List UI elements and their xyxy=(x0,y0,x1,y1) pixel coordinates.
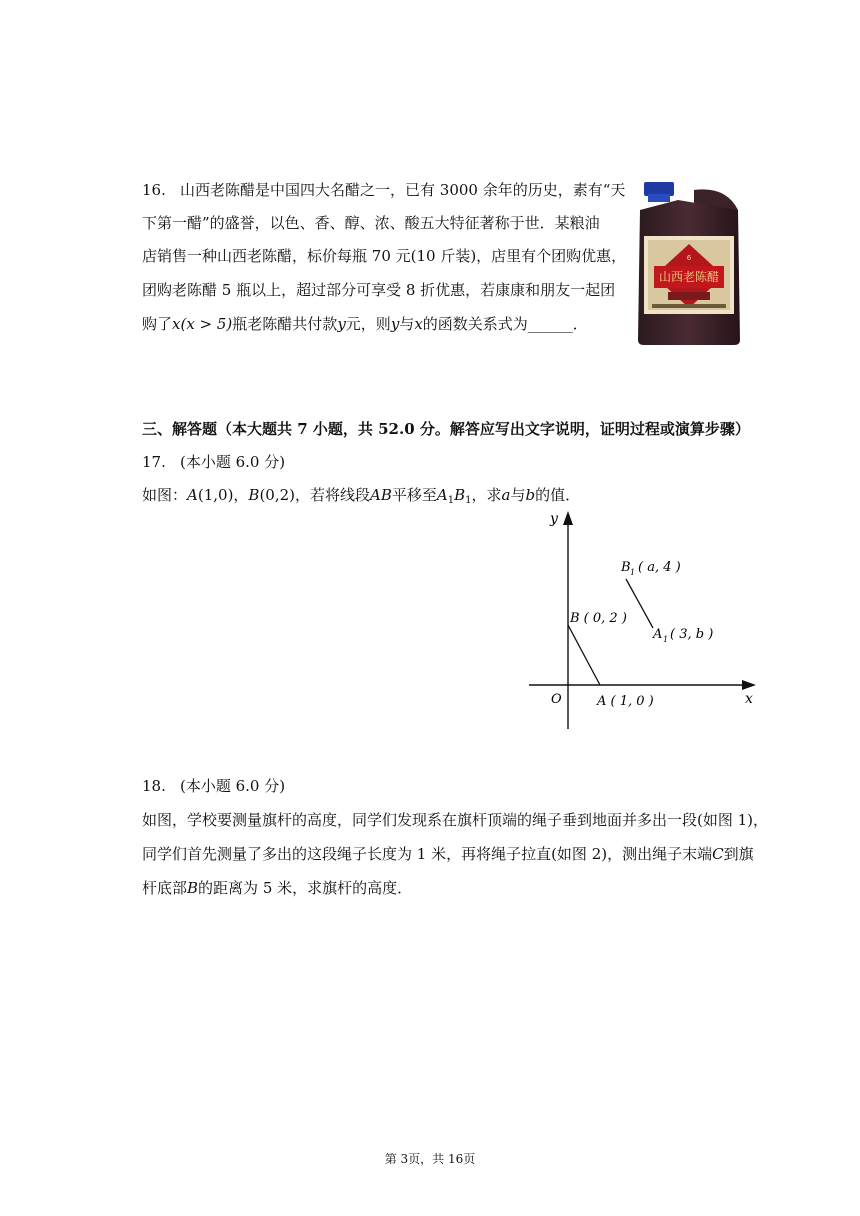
point-a1-name: A xyxy=(653,627,663,642)
q18-score: (本小题 6.0 分) xyxy=(180,777,286,795)
q16-math-inequality: x(x > 5) xyxy=(172,315,233,333)
point-b1-name: B xyxy=(621,560,631,575)
q17-score: (本小题 6.0 分) xyxy=(180,453,286,471)
q18-text: 杆底部 xyxy=(142,879,188,897)
point-b1-sub: 1 xyxy=(630,568,636,577)
q17-math-b1: B xyxy=(454,486,466,504)
q16-number: 16. xyxy=(142,181,166,199)
q16-line-3: 店销售一种山西老陈醋，标价每瓶 70 元(10 斤装)，店里有个团购优惠， xyxy=(142,247,627,265)
bottle-label-text: 山西老陈醋 xyxy=(658,270,720,284)
q16-text: 与 xyxy=(399,315,415,333)
vinegar-bottle-image xyxy=(634,180,746,346)
q16-math-y: y xyxy=(337,315,346,333)
q16-line-1: 山西老陈醋是中国四大名醋之一，已有 3000 余年的历史，素有“天 xyxy=(180,181,626,199)
y-axis-label: y xyxy=(550,511,558,527)
q18-text: 到旗 xyxy=(723,845,754,863)
q16-line-2: 下第一醋”的盛誉，以色、香、醇、浓、酸五大特征著称于世．某粮油 xyxy=(142,214,600,232)
point-b-label: B ( 0, 2 ) xyxy=(570,611,627,626)
origin-label: O xyxy=(551,692,562,707)
q17-math-a1: A xyxy=(436,486,448,504)
q16-text: 购了 xyxy=(142,315,173,333)
q18-line-3 xyxy=(142,878,412,898)
page-footer: 第 3页，共 16页 xyxy=(384,1152,476,1166)
q16-math-y: y xyxy=(390,315,400,333)
segment-a1b1 xyxy=(626,579,653,628)
q17-math-b: B xyxy=(248,486,260,504)
q17-text xyxy=(142,485,580,511)
x-axis-arrow-icon xyxy=(742,680,756,690)
point-b1-coords: ( a, 4 ) xyxy=(638,560,681,575)
q18-math-b: B xyxy=(187,879,199,897)
point-a1-coords: ( 3, b ) xyxy=(670,627,714,642)
q18-math-c: C xyxy=(712,845,724,863)
q18-line-2 xyxy=(142,844,754,864)
q16-text: 元，则 xyxy=(345,315,391,333)
q17-text: ，求 xyxy=(471,486,502,504)
q17-math-a-var: a xyxy=(501,486,511,504)
q17-sub: 1 xyxy=(465,495,472,506)
q16-answer-blank: 的函数关系式为______． xyxy=(422,315,588,333)
q18-text: 的距离为 5 米，求旗杆的高度． xyxy=(198,879,413,897)
q17-math-b-var: b xyxy=(525,486,536,504)
q16-line-5 xyxy=(142,314,588,334)
q17-text: (1,0)， xyxy=(197,486,249,504)
point-a1-sub: 1 xyxy=(663,635,669,644)
bottle-label-top: 6 xyxy=(686,254,692,262)
q17-text: (0,2)，若将线段 xyxy=(259,486,371,504)
q17-math-ab: AB xyxy=(370,486,392,504)
q17-number: 17. xyxy=(142,453,166,471)
q18-number: 18. xyxy=(142,777,166,795)
q17-sub: 1 xyxy=(447,495,455,506)
x-axis-label: x xyxy=(745,691,753,707)
point-a-label: A ( 1, 0 ) xyxy=(597,694,654,709)
q17-text: 的值． xyxy=(535,486,581,504)
q16-text: 瓶老陈醋共付款 xyxy=(232,315,338,333)
segment-ab xyxy=(568,625,600,685)
q18-line-1: 如图，学校要测量旗杆的高度，同学们发现系在旗杆顶端的绳子垂到地面并多出一段(如图 1)， xyxy=(142,811,769,829)
q17-text: 平移至 xyxy=(391,486,437,504)
q18-text: 同学们首先测量了多出的这段绳子长度为 1 米，再将绳子拉直(如图 2)，测出绳子末端 xyxy=(142,845,713,863)
q17-coordinate-figure xyxy=(525,505,765,735)
section-3-header: 三、解答题（本大题共 7 小题，共 52.0 分。解答应写出文字说明，证明过程或演算步骤） xyxy=(142,420,750,438)
q16-math-x: x xyxy=(414,315,423,333)
q17-text: 如图： xyxy=(142,486,188,504)
q17-math-a: A xyxy=(187,486,198,504)
y-axis-arrow-icon xyxy=(563,511,573,525)
q16-line-4: 团购老陈醋 5 瓶以上，超过部分可享受 8 折优惠，若康康和朋友一起团 xyxy=(142,281,616,299)
q17-text: 与 xyxy=(510,486,526,504)
